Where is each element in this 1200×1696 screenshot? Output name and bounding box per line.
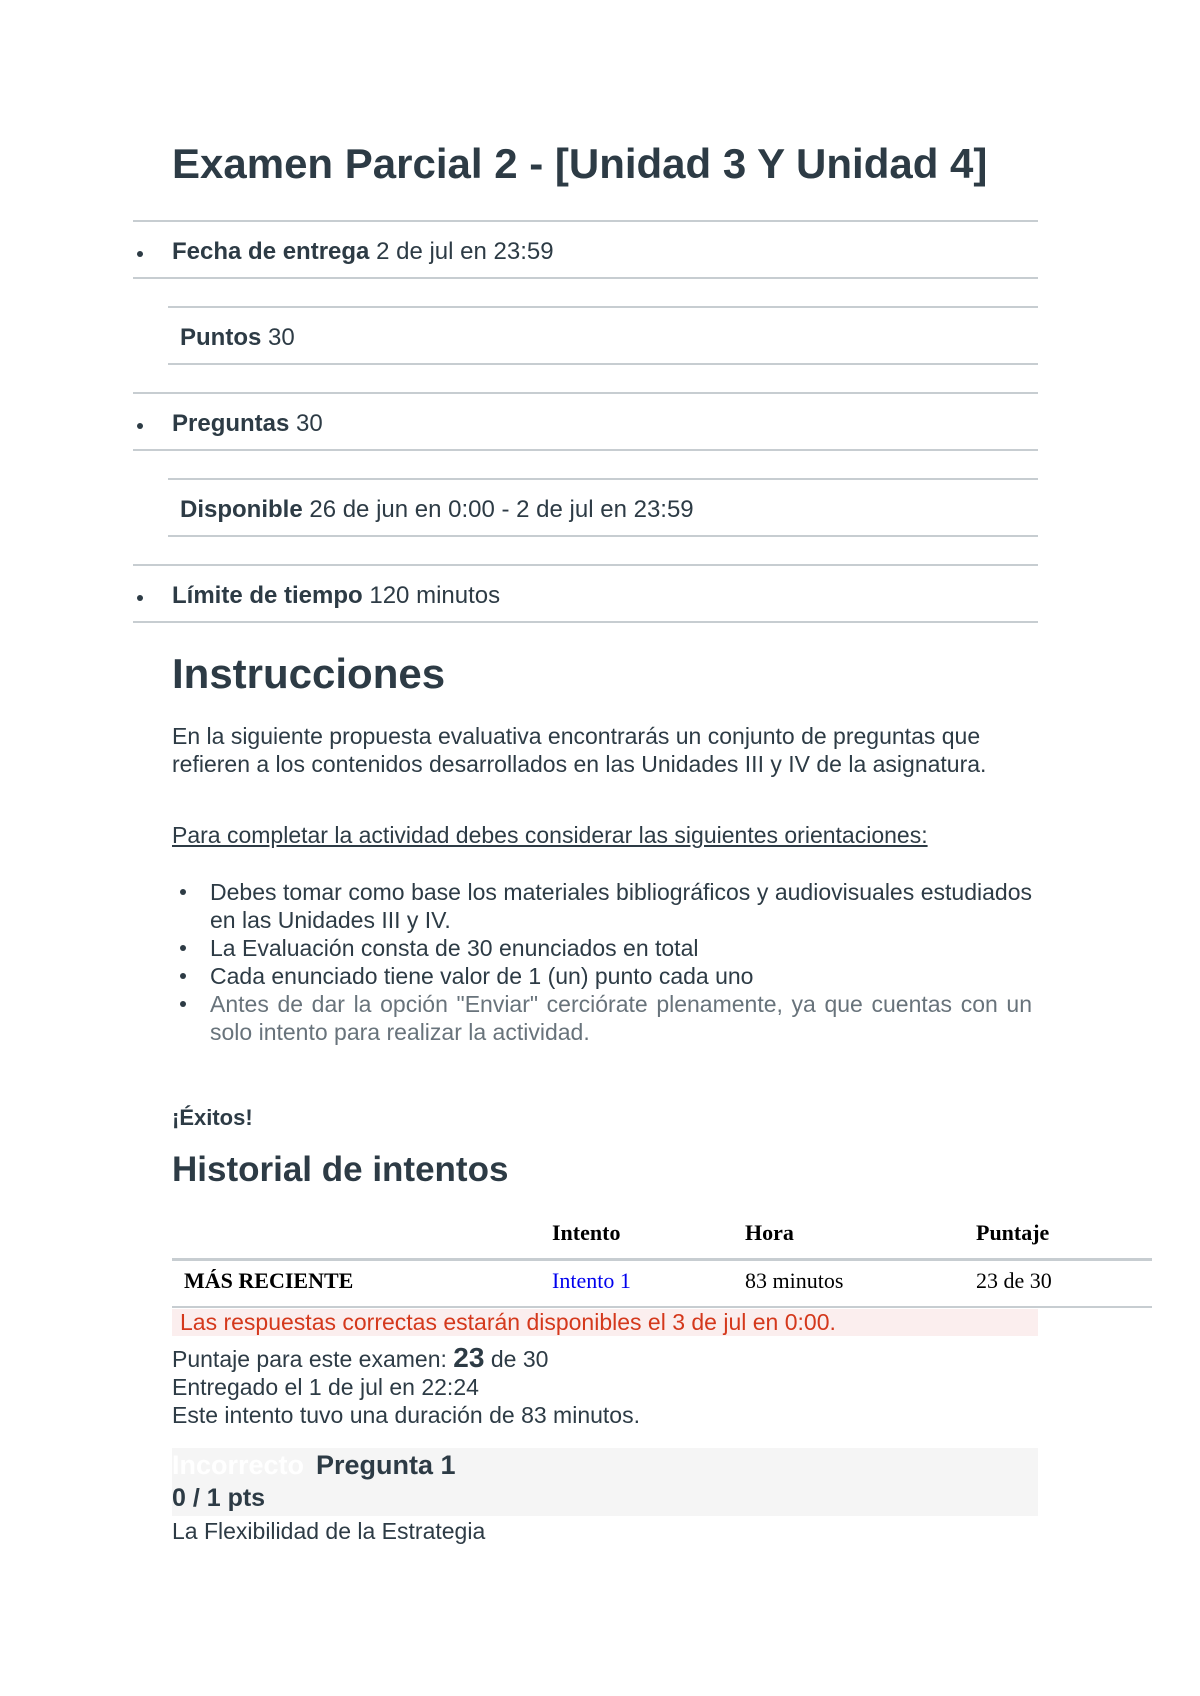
points-value: 30 bbox=[268, 324, 295, 351]
column-header-score: Puntaje bbox=[976, 1220, 1050, 1245]
submitted-line: Entregado el 1 de jul en 22:24 bbox=[172, 1374, 479, 1400]
due-date-label: Fecha de entrega bbox=[172, 238, 370, 265]
list-item-text: Antes de dar la opción "Enviar" cerciórate plenamente, ya que cuentas con un solo intento para realizar la actividad. bbox=[210, 991, 1032, 1045]
bullet bbox=[137, 251, 143, 257]
available-value: 26 de jun en 0:00 - 2 de jul en 23:59 bbox=[309, 496, 694, 523]
question-points: 0 / 1 pts bbox=[172, 1484, 266, 1512]
instructions-paragraph: En la siguiente propuesta evaluativa encontrarás un conjunto de preguntas que refieren a los contenidos desarrollados en las Unidades III y IV de la asignatura. bbox=[172, 723, 987, 777]
orientations-intro: Para completar la actividad debes considerar las siguientes orientaciones: bbox=[172, 822, 928, 848]
divider bbox=[168, 535, 1038, 537]
bullet bbox=[180, 973, 186, 979]
exam-score-line bbox=[172, 1342, 548, 1374]
bullet bbox=[137, 595, 143, 601]
divider bbox=[133, 564, 1038, 566]
history-heading: Historial de intentos bbox=[172, 1150, 509, 1189]
bullet bbox=[180, 1001, 186, 1007]
bullet bbox=[180, 889, 186, 895]
due-date-value: 2 de jul en 23:59 bbox=[376, 238, 554, 265]
question-status: Incorrecto bbox=[172, 1450, 305, 1480]
score-prefix: Puntaje para este examen: bbox=[172, 1346, 454, 1372]
question-title: Pregunta 1 bbox=[316, 1450, 456, 1480]
page-title: Examen Parcial 2 - [Unidad 3 Y Unidad 4] bbox=[172, 140, 988, 187]
divider bbox=[133, 220, 1038, 222]
bullet bbox=[180, 945, 186, 951]
divider bbox=[168, 306, 1038, 308]
time-limit-value: 120 minutos bbox=[369, 582, 501, 609]
orientations-list bbox=[172, 878, 1032, 1046]
points-label: Puntos bbox=[180, 324, 262, 351]
score-value: 23 bbox=[453, 1342, 485, 1373]
list-item-text: La Evaluación consta de 30 enunciados en total bbox=[210, 935, 699, 961]
attempt-link[interactable]: Intento 1 bbox=[552, 1268, 631, 1293]
divider bbox=[168, 478, 1038, 480]
divider bbox=[168, 363, 1038, 365]
due-date-row bbox=[172, 238, 554, 266]
question-text: La Flexibilidad de la Estrategia bbox=[172, 1518, 486, 1544]
attempt-time: 83 minutos bbox=[745, 1268, 844, 1293]
duration-line: Este intento tuvo una duración de 83 minutos. bbox=[172, 1402, 640, 1428]
row-label: MÁS RECIENTE bbox=[184, 1268, 354, 1293]
available-row bbox=[180, 496, 694, 524]
questions-label: Preguntas bbox=[172, 410, 290, 437]
list-item-text: Debes tomar como base los materiales bibliográficos y audiovisuales estudiados en las Unidades III y IV. bbox=[210, 879, 1032, 933]
table-row-divider bbox=[172, 1306, 1152, 1308]
divider bbox=[133, 277, 1038, 279]
bullet bbox=[137, 423, 143, 429]
score-suffix: de 30 bbox=[484, 1346, 549, 1372]
instructions-heading: Instrucciones bbox=[172, 650, 446, 697]
points-row bbox=[180, 324, 295, 352]
questions-value: 30 bbox=[296, 410, 323, 437]
available-label: Disponible bbox=[180, 496, 303, 523]
column-header-time: Hora bbox=[745, 1220, 794, 1245]
list-item bbox=[172, 962, 1032, 990]
list-item bbox=[172, 878, 1032, 934]
closing-text: ¡Éxitos! bbox=[172, 1105, 253, 1130]
column-header-attempt: Intento bbox=[552, 1220, 621, 1245]
time-limit-label: Límite de tiempo bbox=[172, 582, 363, 609]
divider bbox=[133, 392, 1038, 394]
time-limit-row bbox=[172, 582, 500, 610]
list-item bbox=[172, 934, 1032, 962]
divider bbox=[133, 621, 1038, 623]
list-item-text: Cada enunciado tiene valor de 1 (un) punto cada uno bbox=[210, 963, 754, 989]
list-item bbox=[172, 990, 1032, 1046]
questions-row bbox=[172, 410, 323, 438]
divider bbox=[133, 449, 1038, 451]
table-header-divider bbox=[172, 1258, 1152, 1261]
attempt-score: 23 de 30 bbox=[976, 1268, 1052, 1293]
answers-availability-notice: Las respuestas correctas estarán disponibles el 3 de jul en 0:00. bbox=[172, 1309, 1038, 1336]
